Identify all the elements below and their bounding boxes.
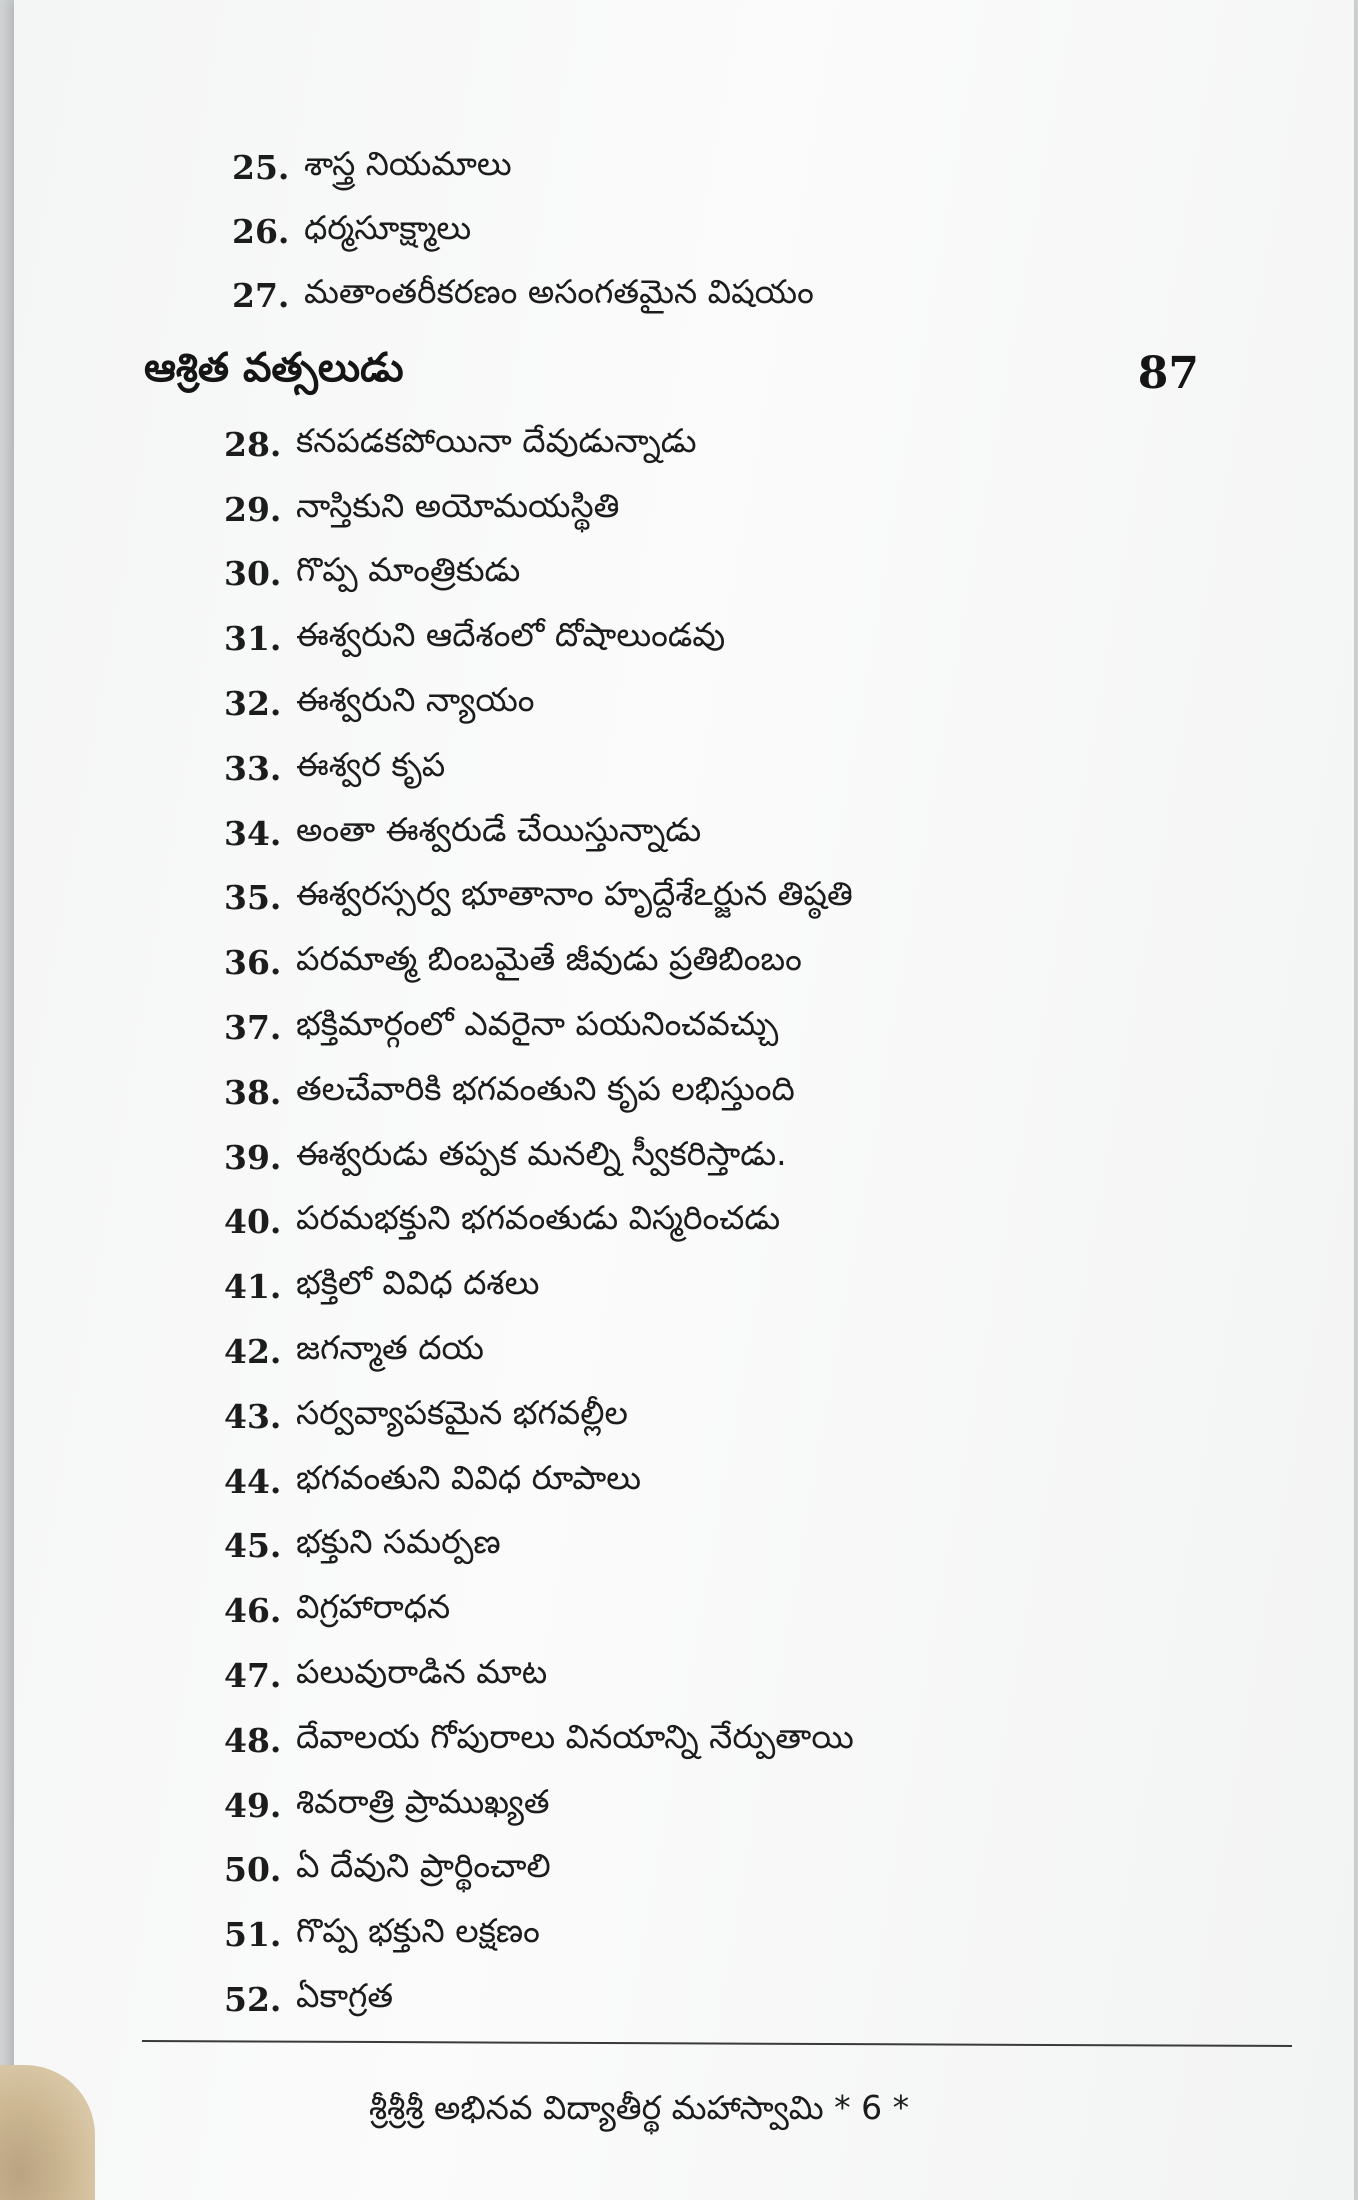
toc-list-continued	[232, 135, 814, 327]
toc-entry-number: 41.	[224, 1267, 282, 1307]
toc-entry-number: 52.	[224, 1980, 282, 2020]
toc-entry-number: 45.	[224, 1526, 282, 1566]
toc-entry	[224, 1449, 854, 1514]
toc-entry	[224, 1643, 854, 1708]
toc-entry-number: 51.	[224, 1915, 282, 1955]
toc-entry-number: 38.	[224, 1072, 282, 1112]
section-page-number: 87	[1137, 347, 1199, 399]
book-page	[14, 0, 1354, 2200]
toc-entry-title: శాస్త్ర నియమాలు	[304, 143, 512, 183]
toc-entry-number: 26.	[232, 211, 290, 251]
toc-entry	[224, 866, 854, 931]
toc-entry-title: భగవంతుని వివిధ రూపాలు	[296, 1457, 642, 1497]
toc-entry-title: గొప్ప మాంత్రికుడు	[296, 550, 521, 590]
toc-entry	[224, 1190, 854, 1255]
toc-entry-number: 37.	[224, 1008, 282, 1048]
toc-entry-number: 27.	[232, 275, 290, 315]
toc-entry-number: 35.	[224, 878, 282, 918]
toc-entry	[224, 671, 854, 736]
toc-entry-title: జగన్మాత దయ	[296, 1328, 484, 1368]
toc-entry-title: భక్తిలో వివిధ దశలు	[296, 1263, 540, 1303]
toc-list	[224, 412, 854, 2032]
toc-entry-number: 25.	[232, 147, 290, 187]
toc-entry-number: 47.	[224, 1656, 282, 1696]
toc-entry-number: 28.	[224, 424, 282, 464]
toc-entry-title: ఈశ్వర కృప	[296, 744, 446, 784]
toc-entry-number: 46.	[224, 1591, 282, 1631]
toc-entry-title: భక్తుని సమర్పణ	[296, 1522, 501, 1562]
toc-entry	[224, 930, 854, 995]
toc-entry	[224, 736, 854, 801]
toc-entry-title: ఏకాగ్రత	[296, 1976, 393, 2016]
toc-entry-title: నాస్తికుని అయోమయస్థితి	[296, 485, 620, 525]
toc-entry-number: 34.	[224, 813, 282, 853]
toc-entry	[224, 1514, 854, 1579]
toc-entry	[224, 1319, 854, 1384]
toc-entry-number: 32.	[224, 684, 282, 724]
toc-entry-number: 43.	[224, 1396, 282, 1436]
toc-entry-number: 50.	[224, 1850, 282, 1890]
toc-entry-title: ఈశ్వరుడు తప్పక మనల్ని స్వీకరిస్తాడు.	[296, 1133, 787, 1173]
toc-entry	[232, 263, 814, 327]
toc-entry-number: 30.	[224, 554, 282, 594]
toc-entry-number: 29.	[224, 489, 282, 529]
toc-entry	[224, 1254, 854, 1319]
toc-entry	[232, 199, 814, 263]
toc-entry	[224, 1708, 854, 1773]
toc-entry	[224, 606, 854, 671]
toc-entry	[224, 995, 854, 1060]
toc-entry-title: పరమాత్మ బింబమైతే జీవుడు ప్రతిబింబం	[296, 939, 802, 979]
toc-entry-title: ఏ దేవుని ప్రార్థించాలి	[296, 1846, 551, 1886]
toc-entry	[224, 1773, 854, 1838]
section-heading	[144, 345, 1199, 401]
toc-entry-title: గొప్ప భక్తుని లక్షణం	[296, 1911, 540, 1951]
toc-entry-title: విగ్రహారాధన	[296, 1587, 451, 1627]
toc-entry	[224, 1902, 854, 1967]
toc-entry-title: భక్తిమార్గంలో ఎవరైనా పయనించవచ్చు	[296, 1004, 779, 1044]
toc-entry	[224, 1967, 854, 2032]
toc-entry-number: 44.	[224, 1461, 282, 1501]
page-footer: శ్రీశ్రీశ్రీ అభినవ విద్యాతీర్థ మహాస్వామి * 6 *	[369, 2088, 910, 2127]
toc-entry	[224, 1838, 854, 1903]
toc-entry-number: 40.	[224, 1202, 282, 1242]
toc-entry-title: సర్వవ్యాపకమైన భగవల్లీల	[296, 1392, 628, 1432]
toc-entry	[224, 1578, 854, 1643]
footer-divider	[142, 2040, 1292, 2047]
toc-entry-title: అంతా ఈశ్వరుడే చేయిస్తున్నాడు	[296, 809, 702, 849]
section-title: ఆశ్రిత వత్సలుడు	[144, 345, 404, 391]
toc-entry-number: 39.	[224, 1137, 282, 1177]
toc-entry-title: ఈశ్వరస్సర్వ భూతానాం హృద్దేశేఽర్జున తిష్ఠతి	[296, 874, 853, 914]
toc-entry	[224, 477, 854, 542]
toc-entry-number: 48.	[224, 1720, 282, 1760]
toc-entry-number: 31.	[224, 619, 282, 659]
toc-entry-number: 42.	[224, 1332, 282, 1372]
toc-entry	[224, 542, 854, 607]
toc-entry-number: 49.	[224, 1785, 282, 1825]
toc-entry	[224, 1125, 854, 1190]
toc-entry-title: తలచేవారికి భగవంతుని కృప లభిస్తుంది	[296, 1068, 795, 1108]
toc-entry-title: పరమభక్తుని భగవంతుడు విస్మరించడు	[296, 1198, 781, 1238]
toc-entry-number: 36.	[224, 943, 282, 983]
toc-entry	[224, 1060, 854, 1125]
toc-entry	[224, 1384, 854, 1449]
toc-entry	[224, 801, 854, 866]
toc-entry-title: శివరాత్రి ప్రాముఖ్యత	[296, 1781, 550, 1821]
toc-entry-title: ధర్మసూక్ష్మాలు	[304, 207, 472, 247]
toc-entry-title: కనపడకపోయినా దేవుడున్నాడు	[296, 420, 697, 460]
toc-entry	[232, 135, 814, 199]
toc-entry-number: 33.	[224, 748, 282, 788]
toc-entry-title: ఈశ్వరుని న్యాయం	[296, 680, 535, 720]
toc-entry-title: మతాంతరీకరణం అసంగతమైన విషయం	[304, 271, 814, 311]
toc-entry-title: దేవాలయ గోపురాలు వినయాన్ని నేర్పుతాయి	[296, 1716, 854, 1756]
toc-entry-title: ఈశ్వరుని ఆదేశంలో దోషాలుండవు	[296, 615, 726, 655]
toc-entry-title: పలువురాడిన మాట	[296, 1652, 548, 1692]
toc-entry	[224, 412, 854, 477]
